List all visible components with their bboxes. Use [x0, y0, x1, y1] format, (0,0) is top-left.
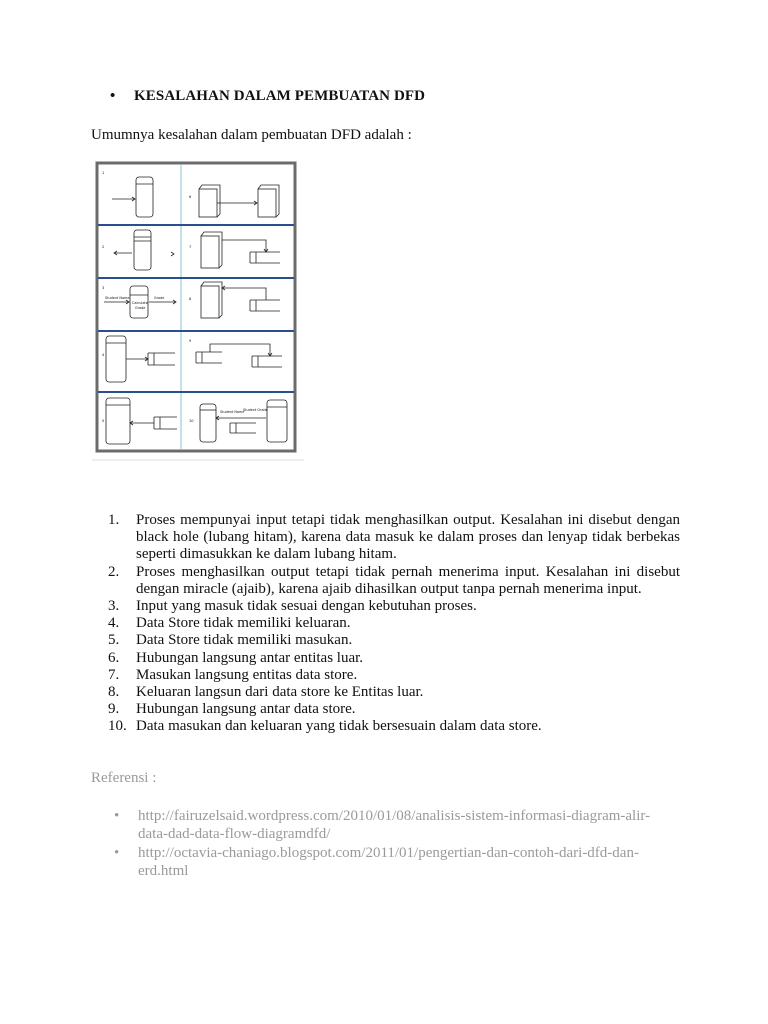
reference-bullet: •: [114, 808, 120, 824]
list-item: [108, 718, 680, 735]
dfd-error-list: [108, 512, 680, 736]
list-item-number: 1.: [108, 512, 120, 528]
label-student-name: Student Name: [105, 296, 130, 300]
dfd-errors-figure: [92, 160, 304, 462]
list-item-number: 10.: [108, 718, 127, 735]
reference-item: [114, 808, 654, 843]
list-item: [108, 667, 680, 684]
reference-item: [114, 845, 654, 880]
list-item: [108, 615, 680, 632]
cell-number-6: 6: [189, 195, 192, 199]
reference-link[interactable]: http://octavia-chaniago.blogspot.com/2011/01/pengertian-dan-contoh-dari-dfd-dan-erd.html: [138, 845, 639, 879]
heading-title: KESALAHAN DALAM PEMBUATAN DFD: [134, 88, 426, 104]
list-item-number: 3.: [108, 598, 120, 615]
list-item-text: Hubungan langsung antar data store.: [136, 701, 356, 718]
list-item-text: Input yang masuk tidak sesuai dengan kebutuhan proses.: [136, 598, 477, 615]
list-item: [108, 684, 680, 701]
cell-number-4: 4: [102, 353, 105, 357]
intro-paragraph: Umumnya kesalahan dalam pembuatan DFD adalah :: [91, 127, 412, 143]
label-grade-output: Grade: [154, 296, 165, 300]
cell-number-2: 2: [102, 245, 105, 249]
label-calculate: Calculate: [132, 301, 148, 305]
list-item-number: 6.: [108, 649, 120, 666]
reference-bullet: •: [114, 845, 120, 861]
list-item-text: Masukan langsung entitas data store.: [136, 666, 358, 683]
list-item: [108, 598, 680, 615]
cell-number-8: 8: [189, 297, 192, 301]
list-item-text: Proses menghasilkan output tetapi tidak pernah menerima input. Kesalahan ini disebut dengan miracle (ajaib), karena ajaib dihasilkan output tanpa pernah menerima input.: [136, 563, 680, 597]
list-item: [108, 564, 680, 598]
label-grade-process: Grade: [135, 306, 146, 310]
list-item: [108, 650, 680, 667]
list-item: [108, 701, 680, 718]
list-item-text: Data masukan dan keluaran yang tidak bersesuain dalam data store.: [136, 718, 542, 735]
cell-number-5: 5: [102, 419, 105, 423]
heading-bullet: •: [110, 88, 116, 104]
dfd-errors-diagram: [92, 160, 304, 462]
list-item: [108, 512, 680, 564]
list-item-text: Hubungan langsung antar entitas luar.: [136, 649, 364, 666]
references-list: [114, 808, 654, 882]
list-item-number: 9.: [108, 701, 120, 718]
list-item-number: 4.: [108, 615, 120, 632]
list-item-number: 7.: [108, 666, 120, 683]
section-heading: [110, 88, 425, 105]
list-item: [108, 632, 680, 649]
list-item-text: Data Store tidak memiliki masukan.: [136, 632, 353, 649]
label-student-grade: Student Grade: [243, 408, 268, 412]
list-item-number: 5.: [108, 632, 120, 649]
label-student-name-10: Student Name: [220, 410, 245, 414]
cell-number-9: 9: [189, 339, 192, 343]
cell-number-10: 10: [189, 419, 194, 423]
list-item-number: 8.: [108, 684, 120, 701]
list-item-text: Proses mempunyai input tetapi tidak menghasilkan output. Kesalahan ini disebut dengan black hole (lubang hitam), karena data masuk ke dalam proses dan lenyap tidak berbekas seperti dimasukkan ke dalam lubang hitam.: [136, 512, 680, 563]
references-title: Referensi :: [91, 770, 157, 786]
cell-number-7: 7: [189, 245, 192, 249]
list-item-text: Data Store tidak memiliki keluaran.: [136, 615, 351, 632]
cell-number-3: 3: [102, 286, 105, 290]
cell-number-1: 1: [102, 171, 105, 175]
reference-link[interactable]: http://fairuzelsaid.wordpress.com/2010/01/08/analisis-sistem-informasi-diagram-alir-data-dad-data-flow-diagramdfd/: [138, 808, 651, 842]
list-item-text: Keluaran langsun dari data store ke Entitas luar.: [136, 684, 424, 701]
list-item-number: 2.: [108, 563, 120, 580]
